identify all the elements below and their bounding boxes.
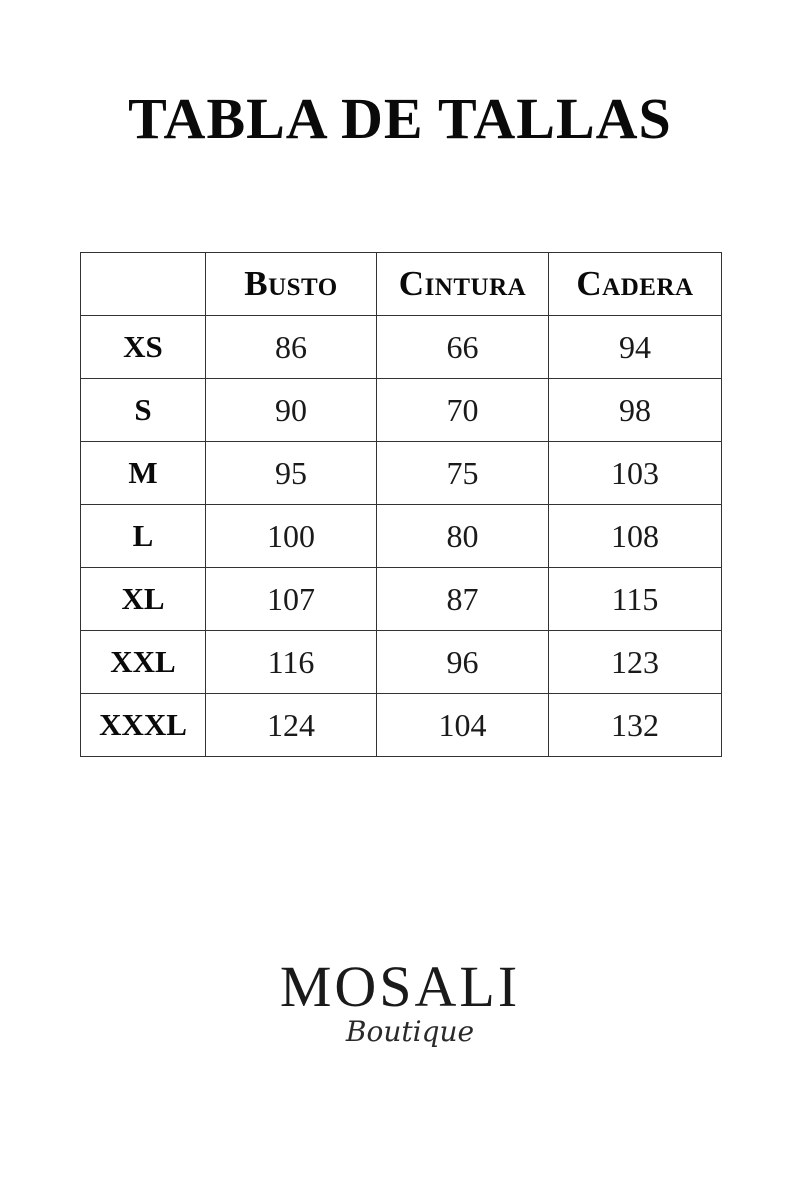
cadera-value: 132 (549, 694, 722, 757)
header-size (81, 253, 206, 316)
table-row (81, 505, 722, 568)
brand-name: MOSALI (279, 954, 521, 1019)
cadera-value: 115 (549, 568, 722, 631)
cintura-value: 80 (377, 505, 549, 568)
cintura-value: 104 (377, 694, 549, 757)
page-title: TABLA DE TALLAS (128, 86, 672, 151)
table-row (81, 442, 722, 505)
brand-logo (0, 955, 800, 1049)
size-label: XL (81, 568, 206, 631)
table-row (81, 379, 722, 442)
header-busto: Busto (206, 253, 377, 316)
cadera-value: 94 (549, 316, 722, 379)
table-header-row (81, 253, 722, 316)
size-label: XXXL (81, 694, 206, 757)
size-label: XXL (81, 631, 206, 694)
size-chart-table (80, 252, 722, 757)
table-row (81, 568, 722, 631)
size-label: L (81, 505, 206, 568)
cintura-value: 96 (377, 631, 549, 694)
cadera-value: 98 (549, 379, 722, 442)
cadera-value: 123 (549, 631, 722, 694)
busto-value: 90 (206, 379, 377, 442)
cintura-value: 70 (377, 379, 549, 442)
busto-value: 100 (206, 505, 377, 568)
busto-value: 116 (206, 631, 377, 694)
brand-subtitle: Boutique (345, 1015, 475, 1048)
cintura-value: 66 (377, 316, 549, 379)
cintura-value: 87 (377, 568, 549, 631)
cadera-value: 108 (549, 505, 722, 568)
table-row (81, 694, 722, 757)
size-label: S (81, 379, 206, 442)
cintura-value: 75 (377, 442, 549, 505)
cadera-value: 103 (549, 442, 722, 505)
busto-value: 95 (206, 442, 377, 505)
header-cintura: Cintura (377, 253, 549, 316)
size-label: M (81, 442, 206, 505)
table-row (81, 316, 722, 379)
busto-value: 86 (206, 316, 377, 379)
table-row (81, 631, 722, 694)
size-label: XS (81, 316, 206, 379)
busto-value: 124 (206, 694, 377, 757)
header-cadera: Cadera (549, 253, 722, 316)
busto-value: 107 (206, 568, 377, 631)
